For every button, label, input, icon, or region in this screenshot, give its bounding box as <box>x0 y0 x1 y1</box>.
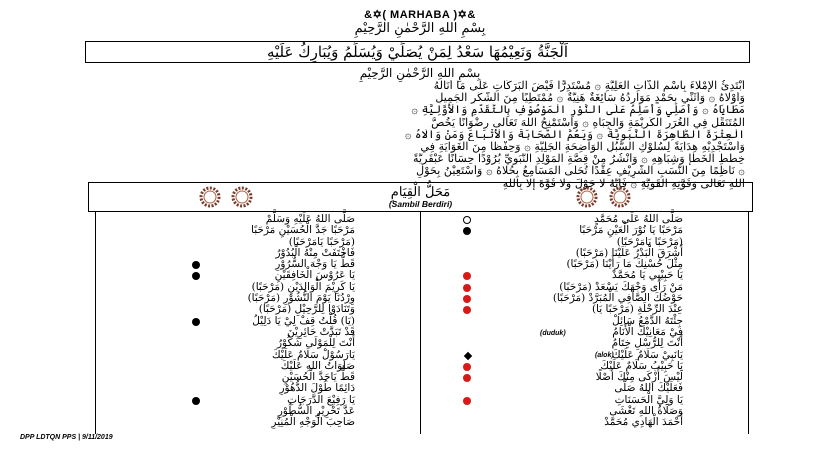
bullet-red-icon <box>463 284 471 292</box>
left-column <box>100 214 415 429</box>
bullet-diamond-icon <box>464 351 472 359</box>
verse-row <box>425 395 743 406</box>
section-box <box>88 182 753 212</box>
verse-row <box>425 293 743 304</box>
bullet-dot-icon <box>192 261 200 269</box>
bullet-red-icon <box>463 374 471 382</box>
intro-line: اللهِ تَعَالَى وَقُوَّتِهِ الْقَوِيَّةِ ۞ فَإِنَّهُ لَا حَوْلَ وَلَا قُوَّةَ إِلَّا بِاللهِ <box>502 177 745 190</box>
verse-text: فَعَلَيْكَ اللهُ صَلَّى <box>614 382 683 395</box>
intro-line: خِطَطِ الْخَطَإِ وَشِبَاهِهِ ۞ وَأَنْشُرُ مِنْ قِصَّةِ الْمَوْلِدِ النَّبَوِيِّ بُرُوْدًا حِسَانًا عَبْقَرِيَّةً <box>413 153 745 166</box>
intro-line: الْمُتَنَقِّلِ فِي الْغُرَرِ الْكَرِيْمَةِ وَالْجِبَاهِ ۞ وَأَسْتَمْنِحُ اللهَ تَعَالَى رِضْوَانًا يَخُصُّ <box>431 116 745 129</box>
verse-text: يَارَسُوْلْ سَلَامٌ عَلَيْكَ <box>271 348 355 361</box>
verse-text: يَا حَبِيْبُ سَلَامٌ عَلَيْكَ <box>600 359 683 372</box>
column-divider <box>420 212 421 434</box>
verse-row <box>100 225 415 236</box>
verse-text: (مَرْحَبًا يَامَرْحَبًا) <box>288 235 355 248</box>
verse-text: أَنْتَ لِلْمَوْلَى شَكُوْرُ <box>276 337 355 350</box>
note-alok: (alok) <box>595 352 614 359</box>
verse-row <box>425 304 743 315</box>
verse-row <box>425 417 743 428</box>
verse-row <box>100 259 415 270</box>
verse-row <box>425 383 743 394</box>
verse-row <box>100 395 415 406</box>
verse-row <box>100 417 415 428</box>
verse-row <box>100 304 415 315</box>
verse-text: يَا رَفِيْعَ الدَّرَجَاتِ <box>287 393 355 406</box>
bullet-red-icon <box>463 306 471 314</box>
verse-text: يَا حَبِيْبِي يَا مُحَمَّدْ <box>612 269 683 282</box>
verse-text: أَنْتَ لِلرُّسْلِ خِتَامُ <box>611 337 683 350</box>
verse-text: حَوْضُكَ الصَّافِي الْمُبَرَّدْ (مَرْحَبًا) <box>552 292 683 305</box>
verse-row <box>100 406 415 417</box>
verse-text: أَشْرَقَ الْبَدْرُ عَلَيْنَا (مَرْحَبًا) <box>575 246 683 259</box>
verse-row <box>100 248 415 259</box>
verse-row <box>100 372 415 383</box>
verse-row <box>425 225 743 236</box>
column-divider <box>748 212 749 434</box>
verse-text: صَلَّى اللهُ عَلَيْهِ وَسَلَّمْ <box>265 213 355 225</box>
bullet-red-icon <box>463 272 471 280</box>
verse-text: دَائِمًا طُوْلَ الدُّهُوْرِ <box>279 382 355 395</box>
verse-row <box>425 316 743 327</box>
bullet-red-icon <box>463 295 471 303</box>
verse-row <box>100 316 415 327</box>
banner-box: اَلْجَنَّةُ وَنَعِيْمُهَا سَعْدُ لِمَنْ يُصَلِّيْ وَيُسَلِّمُ وَيُبَارِكُ عَلَيْهِ <box>85 41 750 63</box>
section-title: مَحَلُّ الْقِيَامِ <box>390 185 451 200</box>
verse-text: مَرْحَبًا يَا نُوْرَ الْعَيْنِ مَرْحَبًا <box>579 224 683 237</box>
verse-text: (مَرْحَبًا يَامَرْحَبًا) <box>616 235 683 248</box>
header-basmala: بِسْمِ اللهِ الرَّحْمٰنِ الرَّحِيْمِ <box>354 21 486 36</box>
verse-text: وَتَنَادَوْا لِلرَّحِيْلِ (مَرْحَبًا) <box>258 303 355 316</box>
verse-row <box>100 293 415 304</box>
verse-text: يَانَبِيْ سَلَامٌ عَلَيْكَ <box>612 348 683 361</box>
header-title: &✡( MARHABA )✡& <box>364 9 476 21</box>
verse-row <box>100 350 415 361</box>
verse-row <box>425 259 743 270</box>
verse-text: فِيْ مَعَانِيْكَ الْأَنَامُ <box>612 325 683 338</box>
bullet-red-icon <box>463 397 471 405</box>
verse-text: (يَا) قُلْتُ قِفْ لِيْ يَا دَلِيْلُ <box>252 314 355 327</box>
section-subtitle: (Sambil Berdiri) <box>388 199 453 209</box>
bullet-dot-icon <box>192 397 200 405</box>
verse-text: قَطُّ يَا وَجْهَ السُّرُوْرِ <box>275 258 355 271</box>
verse-text: عَدَّ تَحْرِيْرِ السُّطُوْرِ <box>277 405 355 418</box>
verse-text: جِئْتَهُ الدَّمْعُ سَائِلْ <box>612 314 683 327</box>
verse-row <box>100 361 415 372</box>
footer-text: DPP LDTQN PPS | 9/11/2019 <box>20 434 113 441</box>
verse-text: وَصَلَاةُ اللهِ تَغْشَى <box>609 405 683 418</box>
verse-text: يَا عَرُوْسَ الْخَافِقَيْنِ <box>274 269 355 282</box>
right-column <box>425 214 743 429</box>
verse-row <box>100 237 415 248</box>
verse-text: فَاخْتَفَتْ مِنْهُ الْبُدُوْرُ <box>275 246 355 259</box>
column-divider <box>95 212 96 434</box>
verse-text: قَطُّ يَاجَدَّ الْحُسَيْنِ <box>281 371 355 384</box>
verse-text: صَلَوَاتُ اللهِ عَلَيْكَ <box>280 359 355 372</box>
intro-line: ۞ نَاظِمًا مِنَ النَّسَبِ الشَّرِيْفِ عِقْدًا تُحَلَّى الْمَسَامِعُ بِحُلَاهُ ۞ وَأَسْتَعِيْنُ بِحَوْلِ <box>416 165 745 178</box>
note-duduk: (duduk) <box>540 330 566 337</box>
verse-text: صَاحِبَ الْوَجْهِ الْمُنِيْرِ <box>271 416 355 429</box>
verse-row <box>425 327 743 338</box>
verse-text: عِنْدَ الرِّحْلَةِ (مَرْحَبًا يَا) <box>591 303 683 316</box>
verse-text: أَحْمَدَ الْهَادِي مُحَمَّدْ <box>604 416 683 429</box>
bullet-red-icon <box>463 363 471 371</box>
intro-line: أَبْتَدِئُ الْإِمْلَاءَ بِاسْمِ الذَّاتِ الْعَلِيَّةِ ۞ مُسْتَدِرًّا فَيْضَ الْبَرَكَاتِ عَلَى مَا أَنَالَهُ <box>433 80 745 92</box>
intro-line: مَطَايَاهُ ۞ وَأُصَلِّي وَأُسَلِّمُ عَلَى النُّوْرِ الْمَوْصُوْفِ بِالتَّقَدُّمِ وَالْأَوَّلِيَّةِ ۞ <box>411 104 745 117</box>
bullet-dot-icon <box>463 227 471 235</box>
verse-text: وِرْدُنَا يَوْمَ النُّشُوْرِ (مَرْحَبًا) <box>247 292 355 305</box>
intro-basmala: بِسْمِ اللهِ الرَّحْمٰنِ الرَّحِيْمِ <box>359 66 481 80</box>
verse-row <box>100 338 415 349</box>
verse-text: يَا وَلِيَّ الْحَسَنَاتِ <box>614 393 683 406</box>
bullet-dot-icon <box>192 272 200 280</box>
verse-row <box>100 327 415 338</box>
bullet-dot-icon <box>192 318 200 326</box>
verse-row <box>425 372 743 383</box>
verse-row <box>425 406 743 417</box>
verse-text: يَا كَرِيْمَ الْوَالِدَيْنِ (مَرْحَبًا) <box>251 280 355 293</box>
intro-line: وَأَوْلَاهُ ۞ وَأُثَنِّي بِحَمْدٍ مَوَارِدُهُ سَائِغَةٌ هَنِيَّةٌ ۞ مُمْتَطِيًا مِنَ الشُّكْرِ الْجَمِيلِ <box>435 92 745 105</box>
verse-text: لَيْسَ أَزْكَى مِنْكَ أَصْلًا <box>595 371 683 384</box>
verse-row <box>425 338 743 349</box>
intro-line: وَأَسْتَجْدِيْهِ هِدَايَةً لِسُلُوْكِ السُّبُلِ الْوَاضِحَةِ الْجَلِيَّةِ ۞ وَحِفْظًا مِنَ الْغَوَايَةِ فِي <box>420 141 745 154</box>
verse-row <box>100 383 415 394</box>
verse-text: صَلَّى اللهُ عَلَى مُحَمَّدٍ <box>594 213 683 225</box>
verse-row <box>425 361 743 372</box>
intro-paragraph <box>90 80 745 190</box>
verse-row <box>425 350 743 361</box>
verse-text: مَرْحَبًا جَدَّ الْحُسَيْنِ مَرْحَبًا <box>251 224 355 237</box>
verse-text: قَدْ تَبَدَّتْ حَائِرِيْنَ <box>286 325 355 338</box>
bullet-circle-icon <box>463 216 471 224</box>
verse-text: مِثْلَ حُسْنِكَ مَا رَأَيْنَا (مَرْحَبًا) <box>566 258 683 271</box>
intro-line: الْعِتْرَةَ الطَّاهِرَةَ النَّبَوِيَّةَ ۞ وَيَعُمُّ الصَّحَابَةَ وَالْأَتْبَاعَ وَمَنْ وَالَاهُ ۞ <box>404 128 745 141</box>
verse-text: مَنْ رَأَى وَجْهَكَ يَسْعَدْ (مَرْحَبًا) <box>559 280 683 293</box>
